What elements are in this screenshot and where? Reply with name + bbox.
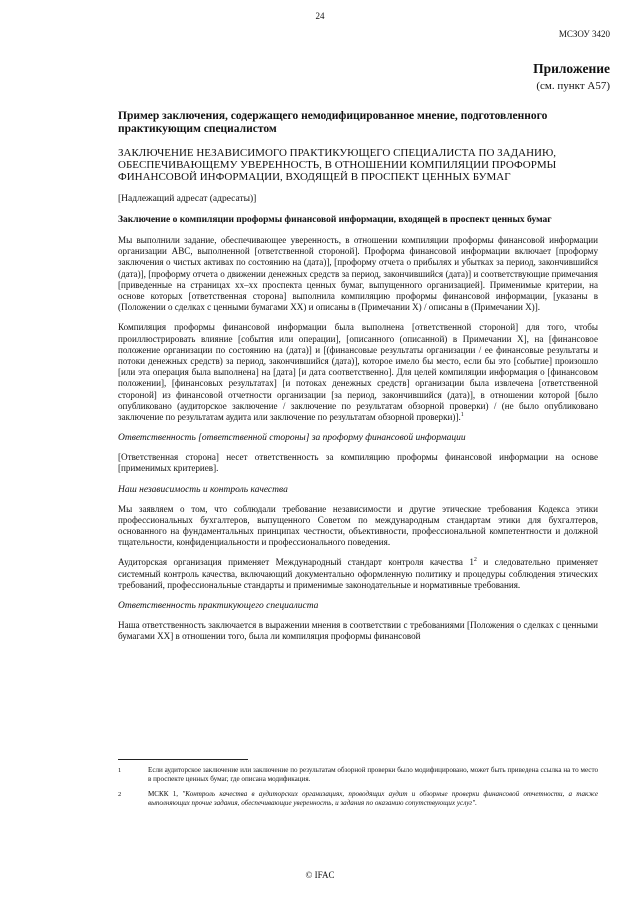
document-code: МСЗОУ 3420	[558, 29, 610, 39]
footnote-1-text: Если аудиторское заключение или заключение по результатам обзорной проверки было модифицировано, может быть приведена ссылка на то место в проспекте ценных бумаг, где описана модификация.	[148, 766, 598, 783]
section-heading-independence: Наш независимость и контроль качества	[118, 484, 288, 495]
paragraph-ethics: Мы заявляем о том, что соблюдали требование независимости и другие этические требования Кодекса этики профессиональных бухгалтеров, выпущенного Советом по международным стандартам этики для бухгалтеров, основанного на фундаментальных принципах честности, объективности, профессиональной компетентности и должной тщательности, конфиденциальности и профессионального поведения.	[118, 503, 598, 548]
appendix-title: Приложение	[533, 61, 610, 76]
footnote-2-number: 2	[118, 791, 122, 798]
footnote-1	[118, 766, 598, 784]
appendix-reference: (см. пункт А57)	[536, 80, 610, 92]
footnote-2-text: "Контроль качества в аудиторских организациях, проводящих аудит и обзорные проверки финансовой отчетности, а также выполняющих прочие задания, обеспечивающие уверенность, и задания по оказанию сопутствующих услуг".	[148, 790, 598, 807]
footnote-marker-1: 1	[460, 412, 464, 419]
paragraph-compilation	[118, 322, 598, 423]
paragraph-practitioner: Наша ответственность заключается в выражении мнения в соответствии с требованиями [Положения о сделках с ценными бумагами ХХ] в отношении того, была ли компиляция проформы финансовой	[118, 620, 598, 642]
footnote-separator	[118, 759, 248, 760]
paragraph-responsibility-party: [Ответственная сторона] несет ответственность за компиляцию проформы финансовой информации на основе [применимых критериев].	[118, 452, 598, 474]
paragraph-quality-control-end: и следовательно применяет системный контроль качества, включающий документально оформленную политику и процедуры соблюдения этических требований, профессиональные стандарты и применимые законодательные и нормативные требования.	[118, 557, 598, 590]
main-heading: Пример заключения, содержащего немодифицированное мнение, подготовленного практикующим специалистом	[118, 110, 548, 135]
report-title: ЗАКЛЮЧЕНИЕ НЕЗАВИСИМОГО ПРАКТИКУЮЩЕГО СПЕЦИАЛИСТА ПО ЗАДАНИЮ, ОБЕСПЕЧИВАЮЩЕМУ УВЕРЕННОСТЬ, В ОТНОШЕНИИ КОМПИЛЯЦИИ ПРОФОРМЫ ФИНАНСОВОЙ ИНФОРМАЦИИ, ВХОДЯЩЕЙ В ПРОСПЕКТ ЦЕННЫХ БУМАГ	[118, 147, 557, 184]
copyright-footer: © IFAC	[305, 870, 335, 880]
paragraph-compilation-text: Компиляция проформы финансовой информации была выполнена [ответственной стороной] для того, чтобы проиллюстрировать влияние [события или операции], [описанного (описанной) в Примечании Х], на [финансовое положение организации по состоянию на (дата)] и [(финансовые результаты организации / ее финансовые результаты и потоки денежных средств) за период, закончившийся (дата)], которое имело бы место, если бы это [событие] произошло [или эта операция была выполнена] на [дата] [и дата соответственно]. Для целей компиляции информация о [финансовом положении], [финансовых результатах] [и потоках денежных средств] организации была извлечена [ответственной стороной] из финансовой отчетности организации [за период, закончившийся (дата)], в отношении которой [было опубликовано (аудиторское заключение / заключение по результатам обзорной проверки) / (не было опубликовано заключение по результатам аудита или заключение по результатам обзорной проверки)].	[118, 322, 598, 423]
section-heading-responsibility-party: Ответственность [ответственной стороны] за проформу финансовой информации	[118, 433, 466, 444]
footnotes	[118, 766, 598, 814]
section-heading-practitioner: Ответственность практикующего специалиста	[118, 601, 319, 612]
footnote-1-number: 1	[118, 767, 122, 774]
page-number: 24	[315, 11, 325, 21]
footnote-2	[118, 790, 598, 808]
paragraph-scope: Мы выполнили задание, обеспечивающее уверенность, в отношении компиляции проформы финансовой информации организации ABC, выполненной [ответственной стороной]. Проформа финансовой информации включает [проформу заключения о чистых активах по состоянию на (дата)], [проформу отчета о прибылях и убытках за период, закончившийся (дата)], [проформу отчета о движении денежных средств за период, закончившийся (дата)] и соответствующие примечания [приведенные на страницах хх–хх проспекта ценных бумаг, выпущенного организацией]. Применимые критерии, на основе которых [ответственная сторона] выполнила компиляцию проформы финансовой информации, [указаны в (Положении о сделках с ценными бумагами ХХ) и описаны в (Примечании Х) / описаны в (Примечании Х)].	[118, 235, 598, 313]
page-content	[118, 110, 598, 643]
footnote-marker-2: 2	[473, 557, 477, 564]
paragraph-quality-control	[118, 557, 598, 591]
section-heading-opinion: Заключение о компиляции проформы финансовой информации, входящей в проспект ценных бумаг	[118, 214, 552, 225]
addressee: [Надлежащий адресат (адресаты)]	[118, 193, 257, 204]
paragraph-quality-control-start: Аудиторская организация применяет Международный стандарт контроля качества 1	[118, 557, 474, 568]
footnote-2-prefix: МСКК 1,	[148, 790, 183, 798]
